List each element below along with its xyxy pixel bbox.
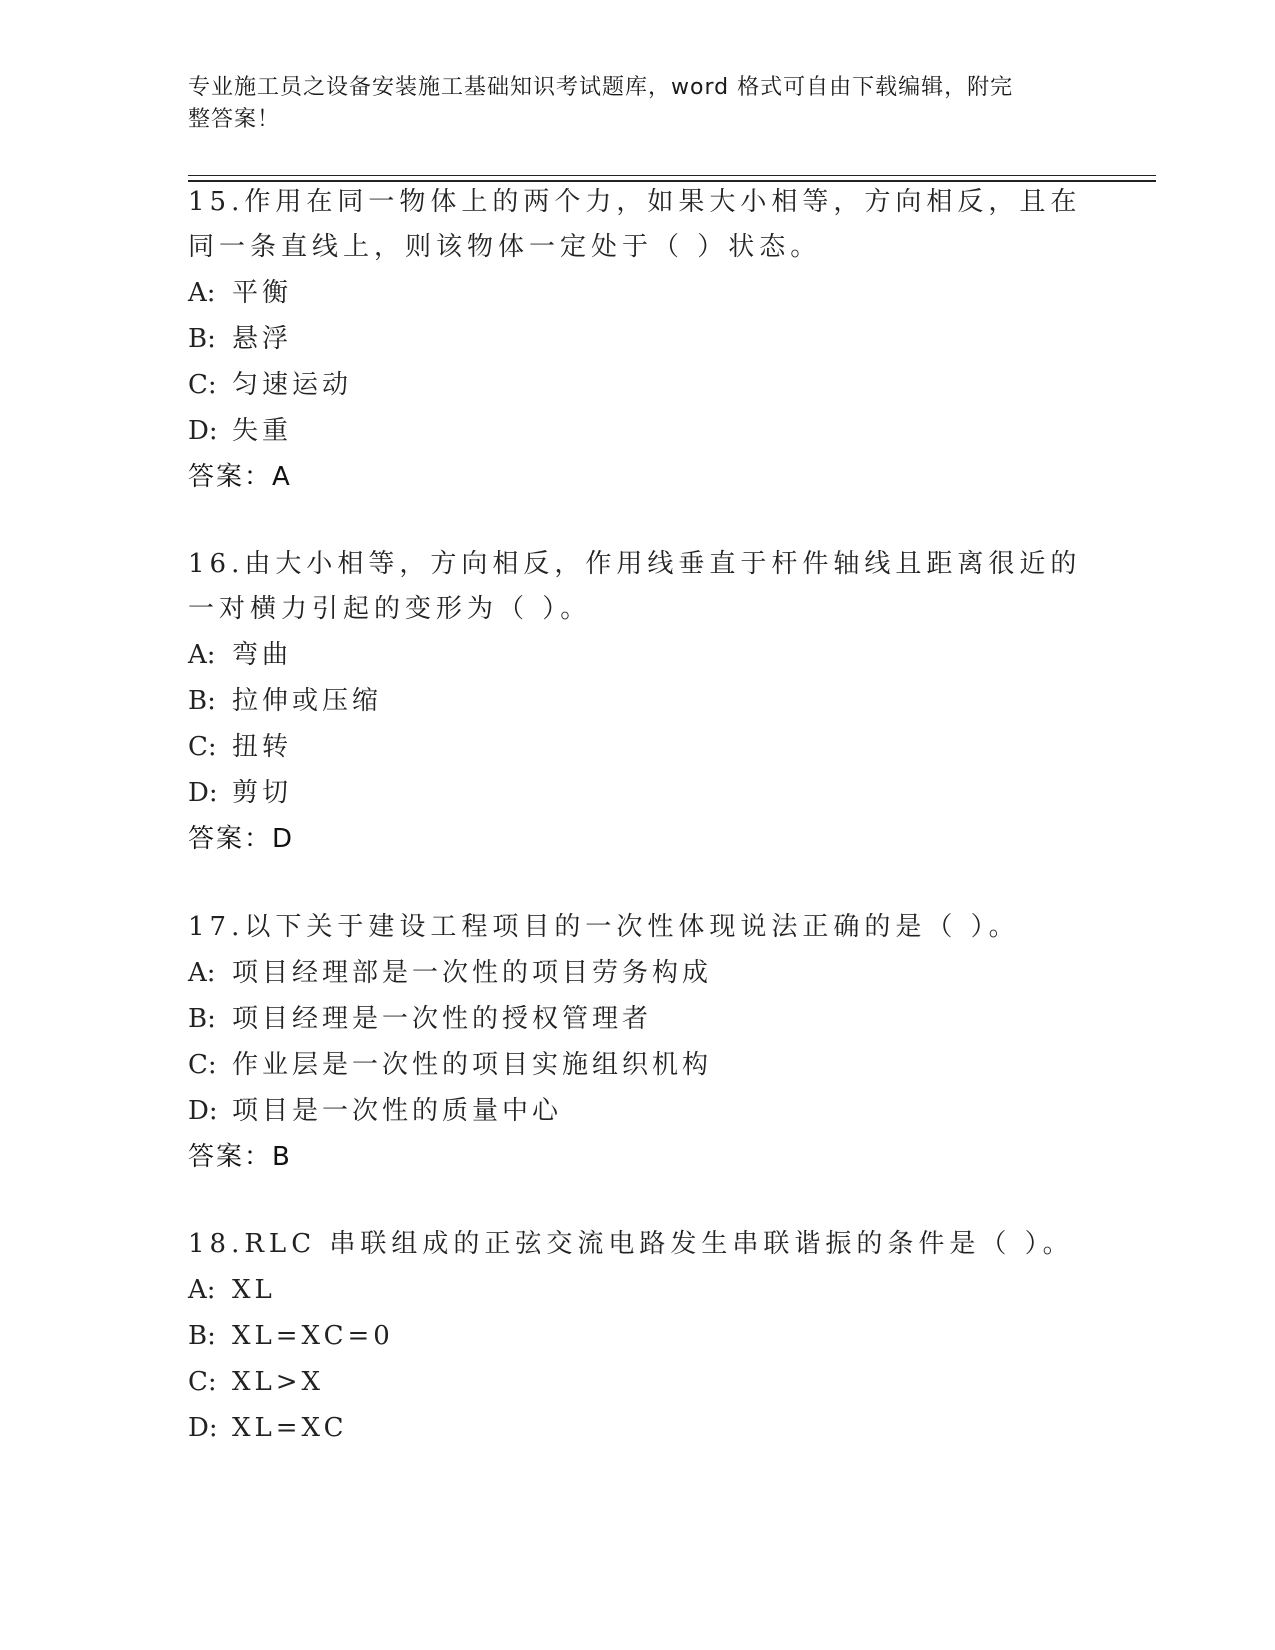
option-list bbox=[188, 270, 1088, 454]
header-divider-thin bbox=[188, 175, 1156, 176]
option-a bbox=[188, 950, 1088, 996]
option-text: XL=XC=0 bbox=[232, 1321, 394, 1351]
option-letter: A: bbox=[188, 640, 216, 670]
option-b bbox=[188, 1313, 1088, 1359]
header-line-1: 专业施工员之设备安装施工基础知识考试题库，word 格式可自由下载编辑，附完 bbox=[188, 75, 1014, 100]
option-d bbox=[188, 770, 1088, 816]
option-text: 匀速运动 bbox=[232, 370, 353, 400]
option-text: 平衡 bbox=[232, 278, 293, 308]
option-a bbox=[188, 632, 1088, 678]
option-b bbox=[188, 678, 1088, 724]
option-letter: B: bbox=[188, 1004, 216, 1034]
answer-key: 答案：A bbox=[188, 462, 292, 492]
option-letter: D: bbox=[188, 778, 218, 808]
answer-key: 答案：D bbox=[188, 824, 295, 854]
option-c bbox=[188, 724, 1088, 770]
option-text: 剪切 bbox=[232, 778, 293, 808]
option-letter: D: bbox=[188, 416, 218, 446]
option-letter: D: bbox=[188, 1413, 218, 1443]
option-letter: C: bbox=[188, 1050, 217, 1080]
option-text: 弯曲 bbox=[232, 640, 293, 670]
option-a bbox=[188, 1267, 1088, 1313]
option-letter: D: bbox=[188, 1096, 218, 1126]
question-17 bbox=[188, 905, 1088, 1180]
question-stem: 18.RLC 串联组成的正弦交流电路发生串联谐振的条件是（ ）。 bbox=[188, 1229, 1074, 1259]
option-letter: C: bbox=[188, 732, 217, 762]
option-letter: A: bbox=[188, 1275, 216, 1305]
option-letter: A: bbox=[188, 278, 216, 308]
option-d bbox=[188, 408, 1088, 454]
question-16 bbox=[188, 542, 1088, 862]
document-header bbox=[188, 72, 1088, 136]
option-letter: C: bbox=[188, 370, 217, 400]
option-text: 扭转 bbox=[232, 732, 293, 762]
option-text: XL=XC bbox=[232, 1413, 348, 1443]
option-letter: A: bbox=[188, 958, 216, 988]
option-text: 拉伸或压缩 bbox=[232, 686, 383, 716]
option-d bbox=[188, 1088, 1088, 1134]
option-c bbox=[188, 362, 1088, 408]
option-c bbox=[188, 1359, 1088, 1405]
option-b bbox=[188, 316, 1088, 362]
question-15 bbox=[188, 180, 1088, 500]
option-a bbox=[188, 270, 1088, 316]
option-text: XL>X bbox=[232, 1367, 325, 1397]
option-d bbox=[188, 1405, 1088, 1451]
option-text: 项目是一次性的质量中心 bbox=[232, 1096, 563, 1126]
header-line-2: 整答案！ bbox=[188, 107, 281, 132]
option-text: 项目经理部是一次性的项目劳务构成 bbox=[232, 958, 713, 988]
option-text: 失重 bbox=[232, 416, 293, 446]
question-stem: 16.由大小相等，方向相反，作用线垂直于杆件轴线且距离很近的一对横力引起的变形为（ ）。 bbox=[188, 549, 1082, 624]
option-letter: B: bbox=[188, 324, 216, 354]
option-list bbox=[188, 1267, 1088, 1451]
option-b bbox=[188, 996, 1088, 1042]
question-stem: 17.以下关于建设工程项目的一次性体现说法正确的是（ ）。 bbox=[188, 912, 1020, 942]
option-list bbox=[188, 632, 1088, 816]
option-text: 作业层是一次性的项目实施组织机构 bbox=[232, 1050, 713, 1080]
option-text: 项目经理是一次性的授权管理者 bbox=[232, 1004, 653, 1034]
option-letter: B: bbox=[188, 686, 216, 716]
option-c bbox=[188, 1042, 1088, 1088]
option-letter: C: bbox=[188, 1367, 217, 1397]
option-text: 悬浮 bbox=[232, 324, 293, 354]
answer-key: 答案：B bbox=[188, 1142, 292, 1172]
option-list bbox=[188, 950, 1088, 1134]
question-18 bbox=[188, 1222, 1088, 1451]
option-letter: B: bbox=[188, 1321, 216, 1351]
option-text: XL bbox=[232, 1275, 276, 1305]
question-stem: 15.作用在同一物体上的两个力，如果大小相等，方向相反，且在同一条直线上，则该物体一定处于（ ）状态。 bbox=[188, 187, 1082, 262]
